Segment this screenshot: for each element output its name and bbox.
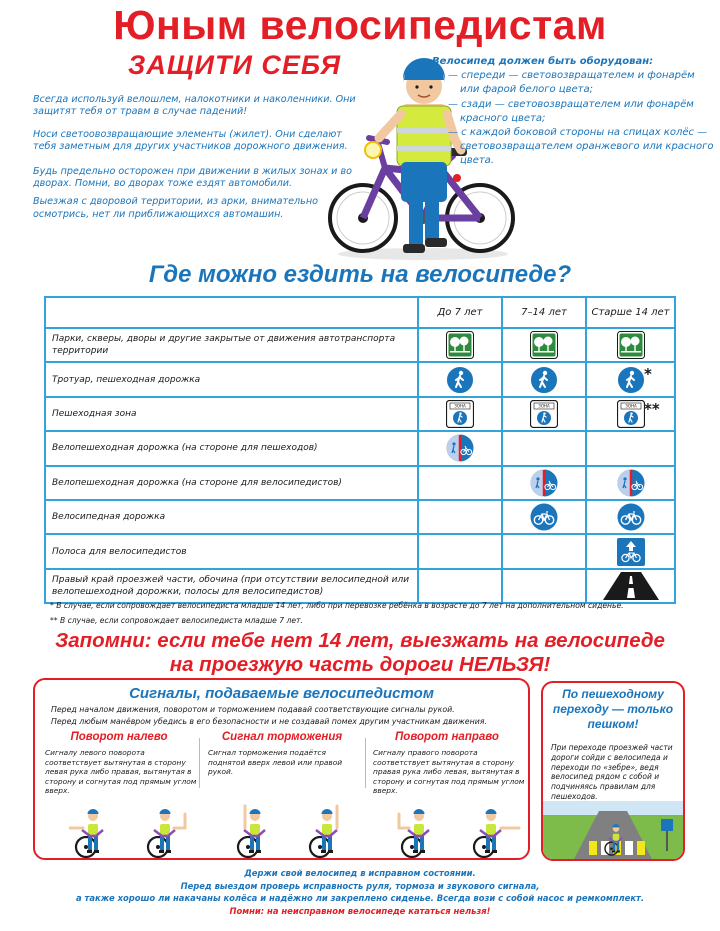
cycle-path-sign-icon: [530, 503, 558, 531]
signal-right-turn: [367, 731, 527, 796]
table-cell: [502, 534, 586, 568]
cycle-lane-sign-icon: [617, 538, 645, 566]
page-title: Юным велосипедистам: [113, 2, 607, 48]
row-label: Тротуар, пешеходная дорожка: [45, 362, 418, 396]
table-row: [45, 569, 675, 603]
road-edge-sign-icon: [603, 572, 659, 600]
row-label: Велопешеходная дорожка (на стороне для велосипедистов): [45, 466, 418, 500]
signal-divider: [365, 738, 366, 788]
advice-yards: Будь предельно осторожен при движении в жилых зонах и во дворах. Помни, во дворах тоже ездят автомобили.: [33, 165, 352, 190]
pedestrian-zone-sign-icon: [617, 400, 645, 428]
table-row: [45, 534, 675, 568]
right-turn-figures: [395, 798, 525, 860]
signal-left-turn-title: Поворот налево: [70, 731, 168, 743]
header-7-14: 7–14 лет: [502, 297, 586, 328]
table-row: [45, 362, 675, 396]
signal-braking: [202, 731, 362, 777]
table-cell: [586, 534, 675, 568]
table-cell: [586, 362, 675, 396]
signals-intro-1: Перед началом движения, поворотом и торможением подавай соответствующие сигналы рукой.: [51, 705, 455, 714]
table-cell: [418, 328, 502, 362]
bike-equipment: [432, 55, 717, 169]
table-cell: [502, 362, 586, 396]
table-cell: [418, 431, 502, 465]
equipment-rear: — сзади — световозвращателем или фонарём красного цвета;: [448, 98, 694, 124]
bottom-line-1: Держи свой велосипед в исправном состоянии.: [244, 868, 476, 878]
table-cell: [586, 569, 675, 603]
bottom-line-2: Перед выездом проверь исправность руля, тормоза и звукового сигнала,: [180, 880, 540, 891]
signal-right-turn-text: Сигналу правого поворота соответствует вытянутая в сторону правая рука либо левая, вытянутая в сторону и согнутая под прямым углом вверх.: [373, 748, 525, 796]
signals-intro: [51, 704, 521, 728]
table-cell: [502, 466, 586, 500]
table-row: [45, 328, 675, 362]
table-cell: [502, 431, 586, 465]
crossing-title: По пешеходному переходу — только пешком!: [552, 687, 674, 731]
table-cell: [418, 569, 502, 603]
shared-path-sign-icon: [446, 434, 474, 462]
table-row: [45, 431, 675, 465]
table-row: [45, 500, 675, 534]
equipment-front: — спереди — световозвращателем и фонарём или фарой белого цвета;: [448, 70, 695, 96]
pedestrian-zone-sign-icon: [446, 400, 474, 428]
signal-braking-text: Сигнал торможения подаётся поднятой вверх левой или правой рукой.: [208, 748, 343, 777]
table-cell: [418, 534, 502, 568]
pedestrian-zone-sign-icon: [530, 400, 558, 428]
row-label: Правый край проезжей части, обочина (при отсутствии велосипедной или велопешеходной дорожки, полосы для велосипедистов): [45, 569, 418, 603]
park-sign-icon: [617, 331, 645, 359]
page-subtitle: ЗАЩИТИ СЕБЯ: [128, 50, 342, 80]
table-cell: [586, 466, 675, 500]
row-label: Велосипедная дорожка: [45, 500, 418, 534]
zebra-crossing-illustration: [543, 801, 683, 861]
footnote-mark: **: [644, 399, 660, 418]
equipment-title: Велосипед должен быть оборудован:: [432, 56, 654, 67]
safety-advice: [33, 94, 358, 231]
row-label: Велопешеходная дорожка (на стороне для пешеходов): [45, 431, 418, 465]
footnote-one-star: * В случае, если сопровождает велосипедиста младше 14 лет, либо при перевозке ребёнка в возрасте до 7 лет на дополнительном сиденье.: [50, 601, 624, 610]
bottom-warning: Помни: на неисправном велосипеде кататься нельзя!: [229, 905, 491, 916]
advice-vest: Носи светоовозвращающие элементы (жилет). Они сделают тебя заметным для других участников дорожного движения.: [33, 128, 348, 153]
signals-intro-2: Перед любым манёвром убедись в его безопасности и не создавай помех другим участникам движения.: [51, 717, 487, 726]
shared-path-sign-icon: [617, 469, 645, 497]
braking-figures: [231, 798, 361, 860]
signal-left-turn-text: Сигналу левого поворота соответствует вытянутая в сторону левая рука либо правая, вытянутая в сторону и согнутая под прямым углом вверх.: [45, 748, 197, 796]
header-under-7: До 7 лет: [418, 297, 502, 328]
table-cell: [502, 397, 586, 431]
header-over-14: Старше 14 лет: [586, 297, 675, 328]
table-header-row: [45, 297, 675, 328]
table-cell: [418, 500, 502, 534]
advice-helmet: Всегда используй велошлем, налокотники и наколенники. Они защитят тебя от травм в случае падений!: [33, 94, 356, 118]
signal-braking-title: Сигнал торможения: [221, 731, 343, 743]
signals-title: Сигналы, подаваемые велосипедистом: [129, 685, 434, 702]
row-label: Пешеходная зона: [45, 397, 418, 431]
table-cell: [502, 569, 586, 603]
footnote-mark: *: [644, 365, 652, 384]
park-sign-icon: [446, 331, 474, 359]
table-row: [45, 397, 675, 431]
table-row: [45, 466, 675, 500]
pedestrian-path-sign-icon: [617, 366, 645, 394]
advice-arch: Выезжая с дворовой территории, из арки, внимательно осмотрись, нет ли приближающихся автомашин.: [33, 196, 318, 220]
signal-divider: [199, 738, 200, 788]
where-to-ride-title: Где можно ездить на велосипеде?: [148, 261, 572, 288]
table-cell: [586, 397, 675, 431]
bottom-line-3: а также хорошо ли накачаны колёса и надёжно ли закреплено сиденье. Всегда вози с собой насос и ремкомплект.: [75, 893, 645, 904]
shared-path-sign-icon: [530, 469, 558, 497]
signal-left-turn: [39, 731, 199, 796]
signal-right-turn-title: Поворот направо: [395, 731, 499, 743]
where-to-ride-table: [44, 296, 676, 604]
table-cell: [418, 466, 502, 500]
pedestrian-path-sign-icon: [530, 366, 558, 394]
table-cell: [502, 500, 586, 534]
row-label: Парки, скверы, дворы и другие закрытые от движения автотранспорта территории: [45, 328, 418, 362]
remember-line-1: Запомни: если тебе нет 14 лет, выезжать на велосипеде: [55, 629, 665, 652]
bottom-reminders: [0, 867, 720, 917]
table-cell: [586, 328, 675, 362]
header-empty: [45, 297, 418, 328]
table-cell: [502, 328, 586, 362]
table-cell: [586, 431, 675, 465]
footnote-two-stars: ** В случае, если сопровождает велосипедиста младше 7 лет.: [50, 616, 303, 625]
table-cell: [418, 362, 502, 396]
left-turn-figures: [69, 798, 199, 860]
remember-banner: [0, 629, 720, 677]
table-cell: [418, 397, 502, 431]
table-cell: [586, 500, 675, 534]
row-label: Полоса для велосипедистов: [45, 534, 418, 568]
cyclist-signals-panel: [33, 678, 530, 860]
pedestrian-path-sign-icon: [446, 366, 474, 394]
park-sign-icon: [530, 331, 558, 359]
crossing-panel: [541, 681, 685, 861]
crossing-text: При переходе проезжей части дороги сойди с велосипеда и переходи по «зебре», ведя велосипед рядом с собой и подчиняясь правилам для пешеходов.: [551, 743, 673, 801]
cycle-path-sign-icon: [617, 503, 645, 531]
equipment-side: — с каждой боковой стороны на спицах колёс — световозвращателем оранжевого или красного цвета.: [448, 127, 714, 167]
remember-line-2: на проезжую часть дороги НЕЛЬЗЯ!: [169, 653, 551, 676]
